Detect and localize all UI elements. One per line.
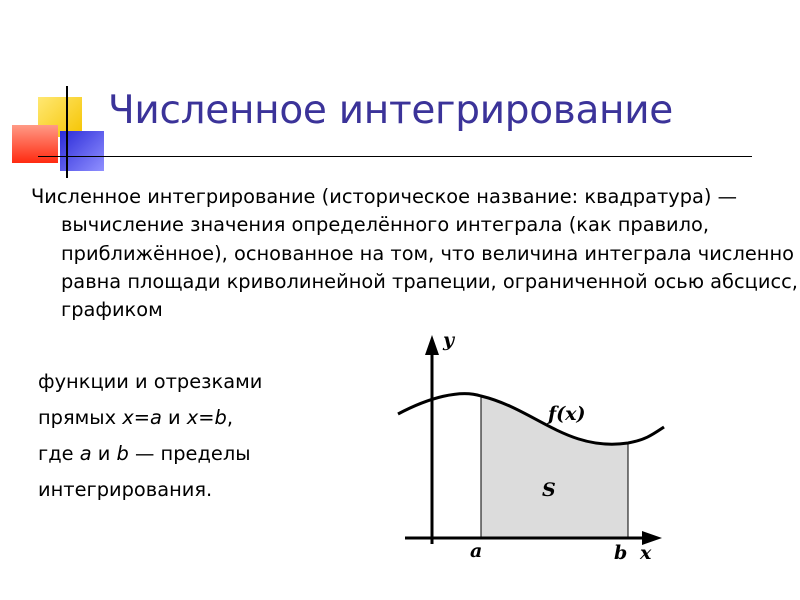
formula-x-b: x=b — [186, 406, 227, 429]
y-axis-label: y — [443, 329, 455, 351]
line-4: интегрирования. — [38, 478, 213, 501]
area-label: S — [542, 479, 556, 501]
y-axis-arrow — [425, 335, 439, 355]
x-axis-label: x — [640, 542, 652, 564]
slide-title: Численное интегрирование — [108, 88, 673, 133]
symbol-b: b — [116, 442, 129, 465]
text: прямых — [38, 406, 123, 429]
symbol-a: a — [79, 442, 92, 465]
definition-paragraph: Численное интегрирование (историческое название: квадратура) — вычисление значения определённого интеграла (как правило, приближённое), основанное на том, что величина интеграла численно равна площади криволинейной трапеции, ограниченной осью абсцисс, графиком — [31, 185, 798, 322]
text: и — [91, 442, 117, 465]
line-1: функции и отрезками — [38, 370, 263, 393]
text: где — [38, 442, 80, 465]
formula-x-a: x=a — [122, 406, 162, 429]
a-label: a — [470, 540, 483, 562]
text: , — [226, 406, 233, 429]
function-label: f(x) — [548, 403, 586, 425]
text: — пределы — [128, 442, 251, 465]
b-label: b — [614, 542, 628, 564]
text: и — [161, 406, 187, 429]
